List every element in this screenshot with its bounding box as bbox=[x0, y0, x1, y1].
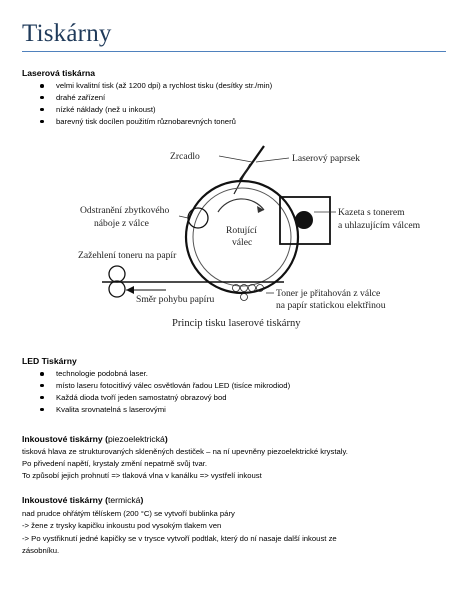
inkjet-thermal-heading bbox=[22, 495, 143, 505]
heading-subtitle: termická bbox=[107, 495, 141, 505]
inkjet-piezo-line: To způsobí jejich prohnutí => tlaková vlna v kanálku => vystřelí inkoust bbox=[22, 471, 262, 480]
beam-pointer bbox=[256, 158, 289, 162]
label-toner-2: na papír statickou elektřinou bbox=[276, 300, 386, 311]
diagram-caption: Princip tisku laserové tiskárny bbox=[172, 318, 301, 329]
laser-printer-diagram bbox=[74, 140, 444, 335]
list-item: drahé zařízení bbox=[40, 92, 272, 104]
inkjet-thermal-line: nad prudce ohřátým tělískem (200 °C) se vytvoří bublinka páry bbox=[22, 509, 235, 518]
led-bullet-list bbox=[40, 368, 290, 416]
laser-heading: Laserová tiskárna bbox=[22, 68, 96, 78]
page-title: Tiskárny bbox=[22, 20, 112, 47]
label-mirror: Zrcadlo bbox=[170, 151, 200, 162]
cleaner-pointer bbox=[179, 216, 188, 218]
label-laser-beam: Laserový paprsek bbox=[292, 153, 360, 164]
label-toner-1: Toner je přitahován z válce bbox=[276, 288, 381, 299]
inkjet-piezo-line: tisková hlava ze strukturovaných skleněných destiček – na ní upevněny piezoelektrické krystaly. bbox=[22, 447, 348, 456]
fuser-roller-bottom-icon bbox=[109, 281, 125, 297]
list-item: nízké náklady (než u inkoust) bbox=[40, 104, 272, 116]
arrow-left-icon bbox=[126, 286, 134, 294]
list-item: velmi kvalitní tisk (až 1200 dpi) a rychlost tisku (desítky str./min) bbox=[40, 80, 272, 92]
developer-roller-icon bbox=[295, 211, 313, 229]
list-item: Každá dioda tvoří jeden samostatný obrazový bod bbox=[40, 392, 290, 404]
label-cartridge-1: Kazeta s tonerem bbox=[338, 207, 405, 218]
laser-bullet-list bbox=[40, 80, 272, 128]
heading-close-paren: ) bbox=[140, 495, 144, 505]
label-remove-charge-2: náboje z válce bbox=[94, 218, 149, 229]
list-item: barevný tisk docílen použitím různobarevných tonerů bbox=[40, 116, 272, 128]
heading-open-paren: ( bbox=[102, 434, 108, 444]
inkjet-thermal-line: -> Po vystřiknutí jedné kapičky se v trysce vytvoří podtlak, který do ní nasaje další inkoust ze bbox=[22, 534, 337, 543]
list-item: Kvalita srovnatelná s laserovými bbox=[40, 404, 290, 416]
label-cartridge-2: a uhlazujícím válcem bbox=[338, 220, 421, 231]
label-drum-2: válec bbox=[232, 237, 253, 248]
fuser-roller-top-icon bbox=[109, 266, 125, 282]
inkjet-piezo-line: Po přivedení napětí, krystaly změní nepatrně svůj tvar. bbox=[22, 459, 208, 468]
label-drum-1: Rotující bbox=[226, 225, 257, 236]
label-fusing: Zažehlení toneru na papír bbox=[78, 250, 177, 261]
charge-plus-icon bbox=[249, 285, 256, 292]
heading-main: Inkoustové tiskárny bbox=[22, 495, 103, 505]
inkjet-thermal-line: zásobníku. bbox=[22, 546, 60, 555]
rotation-arrow-icon bbox=[218, 199, 264, 212]
laser-beam bbox=[234, 164, 250, 194]
title-underline bbox=[22, 51, 446, 52]
inkjet-thermal-line: -> žene z trysky kapičku inkoustu pod vysokým tlakem ven bbox=[22, 521, 222, 530]
label-paper-direction: Směr pohybu papíru bbox=[136, 294, 215, 305]
arrow-head-icon bbox=[257, 206, 264, 213]
cleaner-roller-icon bbox=[188, 208, 208, 228]
inkjet-piezo-heading bbox=[22, 434, 168, 444]
heading-subtitle: piezoelektrická bbox=[107, 434, 165, 444]
heading-open-paren: ( bbox=[102, 495, 108, 505]
led-heading: LED Tiskárny bbox=[22, 356, 77, 366]
heading-close-paren: ) bbox=[164, 434, 168, 444]
mirror-pointer bbox=[219, 156, 252, 162]
heading-main: Inkoustové tiskárny bbox=[22, 434, 103, 444]
charge-plus-icon bbox=[241, 294, 248, 301]
list-item: místo laseru fotocitlivý válec osvětlován řadou LED (tisíce mikrodiod) bbox=[40, 380, 290, 392]
label-remove-charge-1: Odstranění zbytkového bbox=[80, 205, 170, 216]
list-item: technologie podobná laser. bbox=[40, 368, 290, 380]
